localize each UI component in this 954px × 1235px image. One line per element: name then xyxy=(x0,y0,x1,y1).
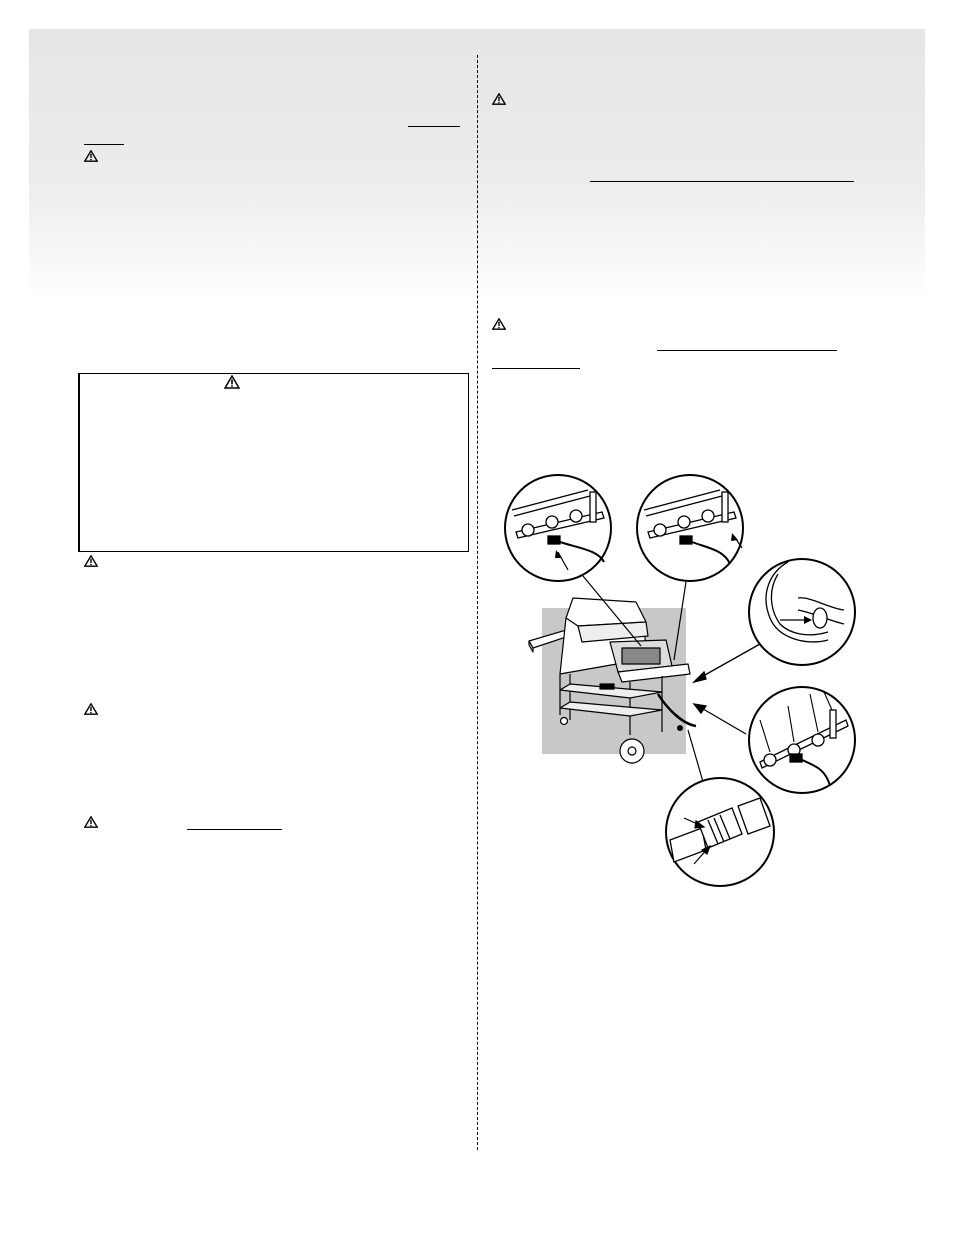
warning-triangle-icon xyxy=(492,93,506,105)
valve-manifold-icon xyxy=(637,475,743,581)
grill-leak-check-figure xyxy=(498,470,868,890)
underline-mark xyxy=(492,368,580,369)
valve-manifold-icon xyxy=(749,687,855,793)
regulator-icon xyxy=(666,778,774,886)
underline-mark xyxy=(84,144,124,145)
valve-manifold-icon xyxy=(505,475,611,581)
warning-triangle-icon xyxy=(84,816,98,828)
warning-triangle-icon xyxy=(84,150,98,162)
underline-mark xyxy=(590,181,854,182)
warning-triangle-icon xyxy=(84,555,98,567)
column-divider xyxy=(477,55,478,1150)
warning-triangle-icon xyxy=(224,375,240,389)
hose-fitting-icon xyxy=(749,559,855,665)
underline-mark xyxy=(408,126,460,127)
warning-box xyxy=(78,373,469,552)
warning-triangle-icon xyxy=(84,703,98,715)
underline-mark xyxy=(187,829,282,830)
warning-triangle-icon xyxy=(492,318,506,330)
underline-mark xyxy=(657,350,837,351)
